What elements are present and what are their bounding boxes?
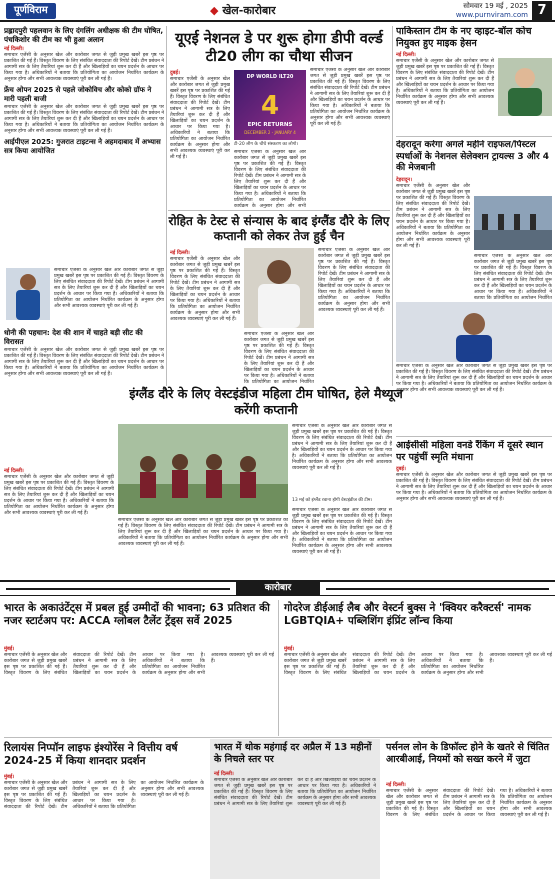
- ipl-photo: [6, 268, 50, 320]
- pak-coach-body: समाचार एजेंसी के अनुसार खेल और कारोबार जगत से जुड़ी प्रमुख खबरें इस पृष्ठ पर प्रकाशित की गई हैं। विस्तृत विवरण के लिए संबंधित संवाददाता की रिपोर्ट देखें। टीम प्रबंधन ने आगामी सत्र के लिए तैयारियां शुरू कर दी हैं और खिलाड़ियों का चयन प्रदर्शन के आधार पर किया गया है। अधिकारियों ने बताया कि प्रतियोगिता का आयोजन निर्धारित कार्यक्रम के अनुसार होगा और सभी आवश्यक व्यवस्थाएं पूरी कर ली गई हैं।: [396, 59, 494, 106]
- rohit-col-2: [244, 332, 314, 384]
- mandhana-photo-art: [396, 302, 552, 362]
- dehradun-body: समाचार एजेंसी के अनुसार खेल और कारोबार जगत से जुड़ी प्रमुख खबरें इस पृष्ठ पर प्रकाशित की गई हैं। विस्तृत विवरण के लिए संबंधित संवाददाता की रिपोर्ट देखें। टीम प्रबंधन ने आगामी सत्र के लिए तैयारियां शुरू कर दी हैं और खिलाड़ियों का चयन प्रदर्शन के आधार पर किया गया है। अधिकारियों ने बताया कि प्रतियोगिता का आयोजन निर्धारित कार्यक्रम के अनुसार होगा और सभी आवश्यक व्यवस्थाएं पूरी कर ली गई हैं।: [396, 183, 470, 249]
- godrej-byline: मुंबई।: [284, 646, 295, 652]
- lead-col-2: [234, 150, 306, 208]
- french-open-headline[interactable]: फ्रेंच ओपन 2025 से पहले जोकोविच और कोको ग्रॉफ ने मारी पहली बाजी: [4, 86, 152, 103]
- rohit-col-3: [318, 248, 390, 384]
- left-headline[interactable]: प्रह्लादपुरी पहलवान के लिए दंगलिंग अधीक्षक की टीम घोषित, पंचकिशोर की टीम का भी हुआ अलान: [4, 26, 164, 44]
- poster-title: DP WORLD ILT20: [246, 74, 294, 80]
- reliance-body: समाचार एजेंसी के अनुसार खेल और कारोबार जगत से जुड़ी प्रमुख खबरें इस पृष्ठ पर प्रकाशित की गई हैं। विस्तृत विवरण के लिए संबंधित संवाददाता की रिपोर्ट देखें। टीम प्रबंधन ने आगामी सत्र के लिए तैयारियां शुरू कर दी हैं और खिलाड़ियों का चयन प्रदर्शन के आधार पर किया गया है। अधिकारियों ने बताया कि प्रतियोगिता का आयोजन निर्धारित कार्यक्रम के अनुसार होगा और सभी आवश्यक व्यवस्थाएं पूरी कर ली गई हैं।: [4, 781, 204, 810]
- shooting-photo: [474, 196, 552, 250]
- wi-team-photo: [118, 424, 288, 514]
- karobar-banner: [0, 580, 555, 596]
- reliance-body-wrap: [4, 772, 204, 880]
- rohit-photo: [244, 248, 314, 328]
- loan-body-wrap: [386, 780, 552, 880]
- diamond-icon: ◆: [210, 4, 219, 17]
- rohit-photo-art: [244, 248, 314, 328]
- wi-team-photo-art: [118, 424, 288, 514]
- masthead: [0, 0, 555, 22]
- icc-headline[interactable]: आईसीसी महिला वनडे रैंकिंग में दूसरे स्थान पर पहुंचीं स्मृति मंधाना: [396, 440, 544, 463]
- right-rule-2: [396, 436, 552, 437]
- wi-col-4: [292, 508, 392, 578]
- wi-headline[interactable]: इंग्लैंड दौरे के लिए वेस्टइंडीज महिला टीम घोषित, हेले मैथ्यूज करेंगी कप्तानी: [129, 386, 403, 417]
- column-rule-3: [278, 600, 279, 736]
- pak-coach-headline[interactable]: पाकिस्तान टीम के नए व्हाइट-बॉल कोच नियुक्त हुए माइक हेसन: [396, 26, 532, 49]
- rohit-col-1: [170, 248, 240, 384]
- dehradun-body-2: समाचार एजेंसी के अनुसार खेल और कारोबार जगत से जुड़ी प्रमुख खबरें इस पृष्ठ पर प्रकाशित की गई हैं। विस्तृत विवरण के लिए संबंधित संवाददाता की रिपोर्ट देखें। टीम प्रबंधन ने आगामी सत्र के लिए तैयारियां शुरू कर दी हैं और खिलाड़ियों का चयन प्रदर्शन के आधार पर किया गया है। अधिकारियों ने बताया कि प्रतियोगिता का आयोजन निर्धारित: [474, 254, 552, 300]
- wi-body-4: समाचार एजेंसी के अनुसार खेल और कारोबार जगत से जुड़ी प्रमुख खबरें इस पृष्ठ पर प्रकाशित की गई हैं। विस्तृत विवरण के लिए संबंधित संवाददाता की रिपोर्ट देखें। टीम प्रबंधन ने आगामी सत्र के लिए तैयारियां शुरू कर दी हैं और खिलाड़ियों का चयन प्रदर्शन के आधार पर किया गया है। अधिकारियों ने बताया कि प्रतियोगिता का आयोजन निर्धारित कार्यक्रम के अनुसार होगा और सभी आवश्यक व्यवस्थाएं पूरी कर ली गई हैं।: [292, 508, 392, 555]
- ipl-body-wrap: [54, 268, 164, 326]
- page-number: 7: [532, 1, 552, 20]
- lead-col-3: [310, 68, 390, 208]
- inflation-byline: नई दिल्ली।: [214, 771, 234, 777]
- left-byline: नई दिल्ली।: [4, 46, 24, 52]
- date-block: [412, 2, 528, 20]
- lead-col-1: [170, 68, 230, 208]
- pak-coach-byline: नई दिल्ली।: [396, 52, 416, 58]
- godrej-headline[interactable]: गोदरेज डीईआई लैब और वेस्टर्न बुक्स ने 'क्वियर करैक्टर्स' नामक LGBTQIA+ पब्लिशिंग इंप्रिंट लॉन्च किया: [284, 602, 531, 627]
- inflation-headline[interactable]: भारत में थोक महंगाई दर अप्रैल में 13 महीनों के निचले स्तर पर: [214, 742, 372, 765]
- rankings-body-wrap: [396, 364, 552, 434]
- paper-logo[interactable]: पूर्णविराम: [6, 3, 56, 19]
- dehradun-headline[interactable]: देहरादून करेगा अगले महीने राइफल/पिस्टल स्पर्धाओं के नेशनल सेलेक्शन ट्रायल्स 3 और 4 की मेजबानी: [396, 140, 550, 173]
- wi-byline: नई दिल्ली।: [4, 468, 24, 474]
- dhoni-headline[interactable]: धोनी की पहचान: देश की शान में चाहते बड़ी सीट की विरासत: [4, 328, 143, 346]
- acca-body: समाचार एजेंसी के अनुसार खेल और कारोबार जगत से जुड़ी प्रमुख खबरें इस पृष्ठ पर प्रकाशित की गई हैं। विस्तृत विवरण के लिए संबंधित संवाददाता की रिपोर्ट देखें। टीम प्रबंधन ने आगामी सत्र के लिए तैयारियां शुरू कर दी हैं और खिलाड़ियों का चयन प्रदर्शन के आधार पर किया गया है। अधिकारियों ने बताया कि प्रतियोगिता का आयोजन निर्धारित कार्यक्रम के अनुसार होगा और सभी आवश्यक व्यवस्थाएं पूरी कर ली गई हैं।: [4, 653, 274, 676]
- hesson-photo-art: [498, 58, 552, 116]
- wi-caption: 13 मई को इंग्लैंड रवाना होगी वेस्टइंडीज की टीम।: [292, 498, 373, 503]
- column-rule-2: [392, 26, 393, 386]
- inflation-body-wrap: [210, 771, 380, 870]
- acca-body-wrap: [4, 644, 274, 736]
- lead-byline: दुबई।: [170, 70, 180, 76]
- godrej-body: समाचार एजेंसी के अनुसार खेल और कारोबार जगत से जुड़ी प्रमुख खबरें इस पृष्ठ पर प्रकाशित की गई हैं। विस्तृत विवरण के लिए संबंधित संवाददाता की रिपोर्ट देखें। टीम प्रबंधन ने आगामी सत्र के लिए तैयारियां शुरू कर दी हैं और खिलाड़ियों का चयन प्रदर्शन के आधार पर किया गया है। अधिकारियों ने बताया कि प्रतियोगिता का आयोजन निर्धारित कार्यक्रम के अनुसार होगा और सभी आवश्यक व्यवस्थाएं पूरी कर ली गई हैं।: [284, 653, 552, 676]
- section-rule: [168, 210, 390, 211]
- dehradun-body-2-wrap: [474, 254, 552, 300]
- lead-body-3: समाचार एजेंसी के अनुसार खेल और कारोबार जगत से जुड़ी प्रमुख खबरें इस पृष्ठ पर प्रकाशित की गई हैं। विस्तृत विवरण के लिए संबंधित संवाददाता की रिपोर्ट देखें। टीम प्रबंधन ने आगामी सत्र के लिए तैयारियां शुरू कर दी हैं और खिलाड़ियों का चयन प्रदर्शन के आधार पर किया गया है। अधिकारियों ने बताया कि प्रतियोगिता का आयोजन निर्धारित कार्यक्रम के अनुसार होगा और सभी आवश्यक व्यवस्थाएं पूरी कर ली गई हैं।: [310, 68, 390, 127]
- acca-byline: मुंबई।: [4, 646, 15, 652]
- right-rule: [396, 136, 552, 137]
- issue-date: सोमवार 19 मई , 2025: [463, 2, 528, 10]
- ipl-headline[interactable]: आईपीएल 2025: गुजरात टाइटन्स ने अहमदाबाद में अभ्यास सत्र किया आयोजित: [4, 138, 161, 155]
- rohit-byline: नई दिल्ली।: [170, 250, 190, 256]
- lead-body-2: समाचार एजेंसी के अनुसार खेल और कारोबार जगत से जुड़ी प्रमुख खबरें इस पृष्ठ पर प्रकाशित की गई हैं। विस्तृत विवरण के लिए संबंधित संवाददाता की रिपोर्ट देखें। टीम प्रबंधन ने आगामी सत्र के लिए तैयारियां शुरू कर दी हैं और खिलाड़ियों का चयन प्रदर्शन के आधार पर किया गया है। अधिकारियों ने बताया कि प्रतियोगिता का आयोजन निर्धारित कार्यक्रम के अनुसार होगा और सभी: [234, 150, 306, 208]
- poster-sub: EPIC RETURNS: [247, 122, 293, 128]
- acca-headline[interactable]: भारत के अकाउंटेंट्स में प्रबल हुई उम्मीदों की भावना; 63 प्रतिशत की नजर स्टार्टअप पर: ACCA ग्लोबल टैलेंट ट्रेंड्स सर्वे 2025: [4, 602, 270, 627]
- cricketer-photo: [6, 268, 50, 320]
- wi-body-2: समाचार एजेंसी के अनुसार खेल और कारोबार जगत से जुड़ी प्रमुख खबरें इस पृष्ठ पर प्रकाशित की गई हैं। विस्तृत विवरण के लिए संबंधित संवाददाता की रिपोर्ट देखें। टीम प्रबंधन ने आगामी सत्र के लिए तैयारियां शुरू कर दी हैं और खिलाड़ियों का चयन प्रदर्शन के आधार पर किया गया है। अधिकारियों ने बताया कि प्रतियोगिता का आयोजन निर्धारित कार्यक्रम के अनुसार होगा और सभी आवश्यक व्यवस्थाएं पूरी कर ली गई हैं।: [118, 518, 288, 547]
- dehradun-byline: देहरादून।: [396, 176, 412, 183]
- section-title: खेल-कारोबार: [222, 4, 276, 17]
- section-rule-2: [4, 737, 552, 738]
- banner-bar-left: [6, 588, 230, 590]
- left-body: समाचार एजेंसी के अनुसार खेल और कारोबार जगत से जुड़ी प्रमुख खबरें इस पृष्ठ पर प्रकाशित की गई हैं। विस्तृत विवरण के लिए संबंधित संवाददाता की रिपोर्ट देखें। टीम प्रबंधन ने आगामी सत्र के लिए तैयारियां शुरू कर दी हैं और खिलाड़ियों का चयन प्रदर्शन के आधार पर किया गया है। अधिकारियों ने बताया कि प्रतियोगिता का आयोजन निर्धारित कार्यक्रम के अनुसार होगा और सभी आवश्यक व्यवस्थाएं पूरी कर ली गई हैं।: [4, 53, 164, 82]
- loan-body: समाचार एजेंसी के अनुसार खेल और कारोबार जगत से जुड़ी प्रमुख खबरें इस पृष्ठ पर प्रकाशित की गई हैं। विस्तृत विवरण के लिए संबंधित संवाददाता की रिपोर्ट देखें। टीम प्रबंधन ने आगामी सत्र के लिए तैयारियां शुरू कर दी हैं और खिलाड़ियों का चयन प्रदर्शन के आधार पर किया गया है। अधिकारियों ने बताया कि प्रतियोगिता का आयोजन निर्धारित कार्यक्रम के अनुसार होगा और सभी आवश्यक व्यवस्थाएं पूरी कर ली गई हैं।: [386, 789, 552, 818]
- hesson-photo: [498, 58, 552, 116]
- loan-byline: नई दिल्ली।: [386, 782, 406, 788]
- website-link[interactable]: www.purnviram.com: [455, 11, 528, 19]
- inflation-box: [210, 739, 380, 879]
- wi-col-1: [4, 466, 114, 578]
- dhoni-body: समाचार एजेंसी के अनुसार खेल और कारोबार जगत से जुड़ी प्रमुख खबरें इस पृष्ठ पर प्रकाशित की गई हैं। विस्तृत विवरण के लिए संबंधित संवाददाता की रिपोर्ट देखें। टीम प्रबंधन ने आगामी सत्र के लिए तैयारियां शुरू कर दी हैं और खिलाड़ियों का चयन प्रदर्शन के आधार पर किया गया है। अधिकारियों ने बताया कि प्रतियोगिता का आयोजन निर्धारित कार्यक्रम के अनुसार होगा और सभी आवश्यक व्यवस्थाएं पूरी कर ली गई हैं।: [4, 348, 164, 377]
- ilt20-poster: [234, 70, 306, 140]
- banner-bar-right: [326, 588, 549, 590]
- karobar-label[interactable]: कारोबार: [236, 582, 320, 595]
- icc-byline: दुबई।: [396, 466, 406, 472]
- wi-body-1: समाचार एजेंसी के अनुसार खेल और कारोबार जगत से जुड़ी प्रमुख खबरें इस पृष्ठ पर प्रकाशित की गई हैं। विस्तृत विवरण के लिए संबंधित संवाददाता की रिपोर्ट देखें। टीम प्रबंधन ने आगामी सत्र के लिए तैयारियां शुरू कर दी हैं और खिलाड़ियों का चयन प्रदर्शन के आधार पर किया गया है। अधिकारियों ने बताया कि प्रतियोगिता का आयोजन निर्धारित कार्यक्रम के अनुसार होगा और सभी आवश्यक व्यवस्थाएं पूरी कर ली गई हैं।: [4, 475, 114, 516]
- icc-block: [396, 440, 552, 578]
- poster-date: DECEMBER 2 - JANUARY 4: [244, 130, 296, 135]
- column-rule: [166, 26, 167, 386]
- ipl-body: समाचार एजेंसी के अनुसार खेल और कारोबार जगत से जुड़ी प्रमुख खबरें इस पृष्ठ पर प्रकाशित की गई हैं। विस्तृत विवरण के लिए संबंधित संवाददाता की रिपोर्ट देखें। टीम प्रबंधन ने आगामी सत्र के लिए तैयारियां शुरू कर दी हैं और खिलाड़ियों का चयन प्रदर्शन के आधार पर किया गया है। अधिकारियों ने बताया कि प्रतियोगिता का आयोजन निर्धारित कार्यक्रम के अनुसार होगा और सभी आवश्यक व्यवस्थाएं पूरी कर ली गई हैं।: [54, 268, 164, 309]
- section-tag: [200, 3, 286, 19]
- lead-body-1: समाचार एजेंसी के अनुसार खेल और कारोबार जगत से जुड़ी प्रमुख खबरें इस पृष्ठ पर प्रकाशित की गई हैं। विस्तृत विवरण के लिए संबंधित संवाददाता की रिपोर्ट देखें। टीम प्रबंधन ने आगामी सत्र के लिए तैयारियां शुरू कर दी हैं और खिलाड़ियों का चयन प्रदर्शन के आधार पर किया गया है। अधिकारियों ने बताया कि प्रतियोगिता का आयोजन निर्धारित कार्यक्रम के अनुसार होगा और सभी आवश्यक व्यवस्थाएं पूरी कर ली गई हैं।: [170, 77, 230, 160]
- svg-text:4: 4: [260, 91, 280, 121]
- mandhana-photo: [396, 302, 552, 362]
- rohit-body-3: समाचार एजेंसी के अनुसार खेल और कारोबार जगत से जुड़ी प्रमुख खबरें इस पृष्ठ पर प्रकाशित की गई हैं। विस्तृत विवरण के लिए संबंधित संवाददाता की रिपोर्ट देखें। टीम प्रबंधन ने आगामी सत्र के लिए तैयारियां शुरू कर दी हैं और खिलाड़ियों का चयन प्रदर्शन के आधार पर किया गया है। अधिकारियों ने बताया कि प्रतियोगिता का आयोजन निर्धारित कार्यक्रम के अनुसार होगा और सभी आवश्यक व्यवस्थाएं पूरी कर ली गई हैं।: [318, 248, 390, 313]
- icc-body: समाचार एजेंसी के अनुसार खेल और कारोबार जगत से जुड़ी प्रमुख खबरें इस पृष्ठ पर प्रकाशित की गई हैं। विस्तृत विवरण के लिए संबंधित संवाददाता की रिपोर्ट देखें। टीम प्रबंधन ने आगामी सत्र के लिए तैयारियां शुरू कर दी हैं और खिलाड़ियों का चयन प्रदर्शन के आधार पर किया गया है। अधिकारियों ने बताया कि प्रतियोगिता का आयोजन निर्धारित कार्यक्रम के अनुसार होगा और सभी आवश्यक व्यवस्थाएं पूरी कर ली गई हैं।: [396, 473, 552, 502]
- wi-body-3: समाचार एजेंसी के अनुसार खेल और कारोबार जगत से जुड़ी प्रमुख खबरें इस पृष्ठ पर प्रकाशित की गई हैं। विस्तृत विवरण के लिए संबंधित संवाददाता की रिपोर्ट देखें। टीम प्रबंधन ने आगामी सत्र के लिए तैयारियां शुरू कर दी हैं और खिलाड़ियों का चयन प्रदर्शन के आधार पर किया गया है। अधिकारियों ने बताया कि प्रतियोगिता का आयोजन निर्धारित कार्यक्रम के अनुसार होगा और सभी आवश्यक व्यवस्थाएं पूरी कर ली गई हैं।: [292, 424, 392, 471]
- rohit-body-2: समाचार एजेंसी के अनुसार खेल और कारोबार जगत से जुड़ी प्रमुख खबरें इस पृष्ठ पर प्रकाशित की गई हैं। विस्तृत विवरण के लिए संबंधित संवाददाता की रिपोर्ट देखें। टीम प्रबंधन ने आगामी सत्र के लिए तैयारियां शुरू कर दी हैं और खिलाड़ियों का चयन प्रदर्शन के आधार पर किया गया है। अधिकारियों ने बताया कि प्रतियोगिता का आयोजन निर्धारित: [244, 332, 314, 384]
- rankings-body: समाचार एजेंसी के अनुसार खेल और कारोबार जगत से जुड़ी प्रमुख खबरें इस पृष्ठ पर प्रकाशित की गई हैं। विस्तृत विवरण के लिए संबंधित संवाददाता की रिपोर्ट देखें। टीम प्रबंधन ने आगामी सत्र के लिए तैयारियां शुरू कर दी हैं और खिलाड़ियों का चयन प्रदर्शन के आधार पर किया गया है। अधिकारियों ने बताया कि प्रतियोगिता का आयोजन निर्धारित कार्यक्रम के अनुसार होगा और सभी आवश्यक व्यवस्थाएं पूरी कर ली गई हैं।: [396, 364, 552, 393]
- godrej-body-wrap: [284, 644, 552, 736]
- rohit-body-1: समाचार एजेंसी के अनुसार खेल और कारोबार जगत से जुड़ी प्रमुख खबरें इस पृष्ठ पर प्रकाशित की गई हैं। विस्तृत विवरण के लिए संबंधित संवाददाता की रिपोर्ट देखें। टीम प्रबंधन ने आगामी सत्र के लिए तैयारियां शुरू कर दी हैं और खिलाड़ियों का चयन प्रदर्शन के आधार पर किया गया है। अधिकारियों ने बताया कि प्रतियोगिता का आयोजन निर्धारित कार्यक्रम के अनुसार होगा और सभी आवश्यक व्यवस्थाएं पूरी कर ली गई हैं।: [170, 257, 240, 322]
- lead-headline[interactable]: यूएई नेशनल डे पर शुरू होगा डीपी वर्ल्ड टी20 लीग का चौथा सीजन: [175, 31, 383, 65]
- wi-col-2: [118, 518, 288, 578]
- shooting-range-art: [474, 196, 552, 250]
- reliance-headline[interactable]: रिलायंस निप्पॉन लाइफ इंश्योरेंस ने वित्तीय वर्ष 2024-25 में किया शानदार प्रदर्शन: [4, 742, 178, 767]
- loan-headline[interactable]: पर्सनल लोन के डिफॉल्ट होने के खतरे से चिंतित आरबीआई, नियमों को सख्त करने में जुटा: [386, 742, 550, 765]
- reliance-byline: मुंबई।: [4, 774, 15, 780]
- poster-caption: टी-20 लीग के चौथे संस्करण का लोगो।: [234, 142, 299, 147]
- wi-col-3: [292, 424, 392, 496]
- inflation-body: समाचार एजेंसी के अनुसार खेल और कारोबार जगत से जुड़ी प्रमुख खबरें इस पृष्ठ पर प्रकाशित की गई हैं। विस्तृत विवरण के लिए संबंधित संवाददाता की रिपोर्ट देखें। टीम प्रबंधन ने आगामी सत्र के लिए तैयारियां शुरू कर दी हैं और खिलाड़ियों का चयन प्रदर्शन के आधार पर किया गया है। अधिकारियों ने बताया कि प्रतियोगिता का आयोजन निर्धारित कार्यक्रम के अनुसार होगा और सभी आवश्यक व्यवस्थाएं पूरी कर ली गई हैं।: [214, 778, 376, 807]
- french-open-body: समाचार एजेंसी के अनुसार खेल और कारोबार जगत से जुड़ी प्रमुख खबरें इस पृष्ठ पर प्रकाशित की गई हैं। विस्तृत विवरण के लिए संबंधित संवाददाता की रिपोर्ट देखें। टीम प्रबंधन ने आगामी सत्र के लिए तैयारियां शुरू कर दी हैं और खिलाड़ियों का चयन प्रदर्शन के आधार पर किया गया है। अधिकारियों ने बताया कि प्रतियोगिता का आयोजन निर्धारित कार्यक्रम के अनुसार होगा और सभी आवश्यक व्यवस्थाएं पूरी कर ली गई हैं।: [4, 105, 164, 134]
- rohit-headline[interactable]: रोहित के टेस्ट से संन्यास के बाद इंग्लैंड दौरे के लिए कप्तानी को लेकर तेज हुई चैन: [168, 214, 390, 243]
